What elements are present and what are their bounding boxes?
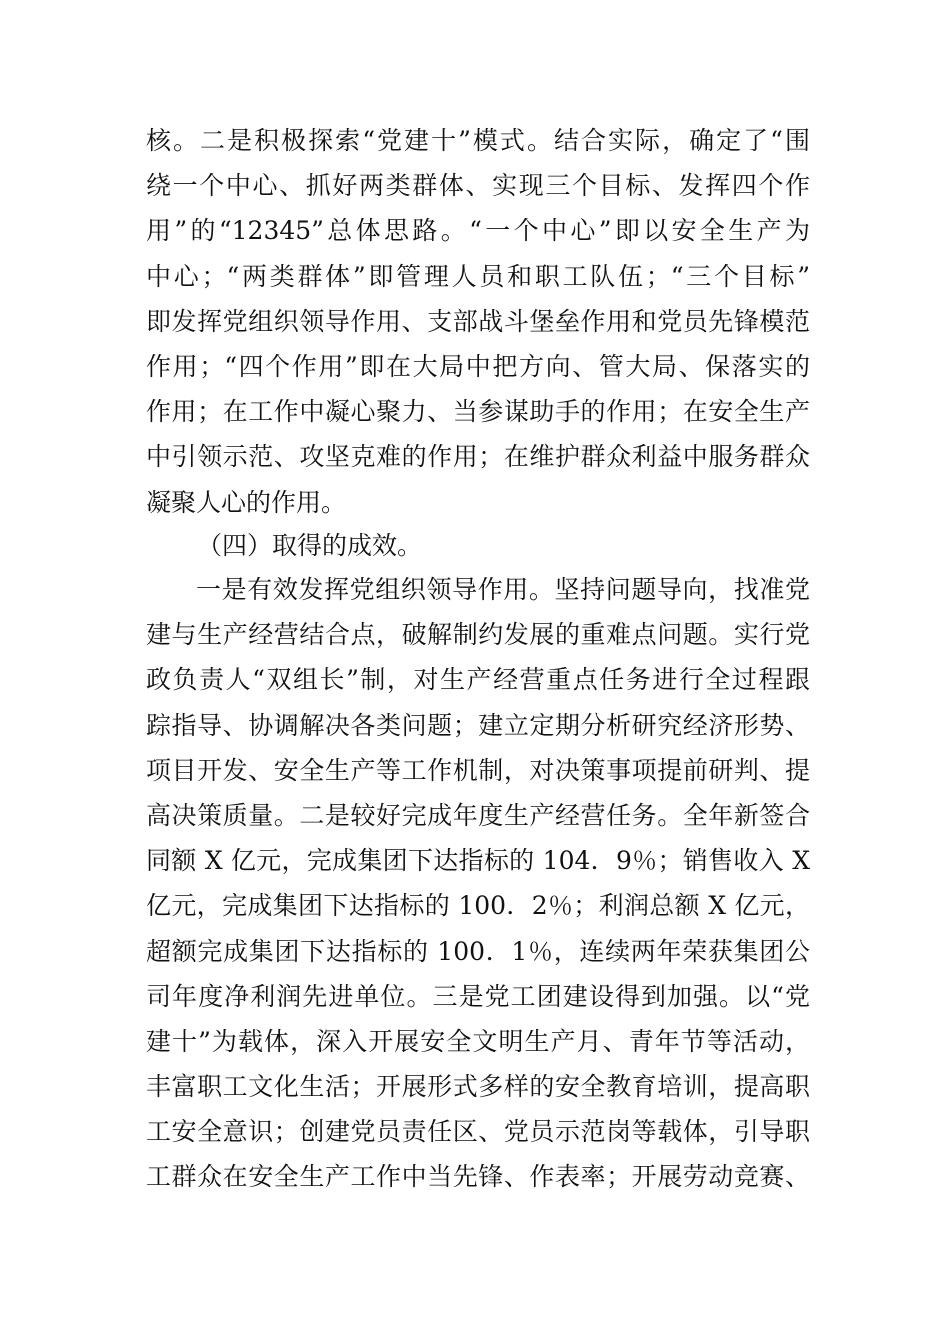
paragraph-2-line: 工安全意识；创建党员责任区、党员示范岗等载体，引导职 [146, 1117, 810, 1147]
paragraph-2-line: 建与生产经营结合点，破解制约发展的重难点问题。实行党 [146, 620, 810, 650]
paragraph-1-line: 中心；“两类群体”即管理人员和职工队伍；“三个目标” [146, 261, 810, 291]
paragraph-2-line: 工群众在安全生产工作中当先锋、作表率；开展劳动竞赛、 [146, 1162, 810, 1192]
paragraph-2-line: 亿元，完成集团下达指标的 100．2％；利润总额 X 亿元， [146, 891, 810, 921]
paragraph-2-line: 丰富职工文化生活；开展形式多样的安全教育培训，提高职 [146, 1072, 810, 1102]
paragraph-2-line: 司年度净利润先进单位。三是党工团建设得到加强。以“党 [146, 981, 810, 1011]
paragraph-1-line: 绕一个中心、抓好两类群体、实现三个目标、发挥四个作 [146, 171, 810, 201]
paragraph-1-line: 核。二是积极探索“党建十”模式。结合实际，确定了“围 [146, 126, 810, 155]
paragraph-1-line: 中引领示范、攻坚克难的作用；在维护群众利益中服务群众 [146, 442, 810, 472]
paragraph-1-line: 用”的“12345”总体思路。“一个中心”即以安全生产为 [146, 216, 810, 246]
paragraph-2 [146, 567, 810, 1200]
paragraph-1-line: 即发挥党组织领导作用、支部战斗堡垒作用和党员先锋模范 [146, 306, 810, 336]
paragraph-2-line: 一是有效发挥党组织领导作用。坚持问题导向，找准党 [196, 575, 810, 604]
paragraph-1-line: 凝聚人心的作用。 [146, 487, 347, 517]
paragraph-1-line: 作用；“四个作用”即在大局中把方向、管大局、保落实的 [146, 351, 810, 381]
section-heading: （四）取得的成效。 [197, 531, 423, 560]
paragraph-2-line: 建十”为载体，深入开展安全文明生产月、青年节等活动， [146, 1026, 810, 1056]
paragraph-2-line: 踪指导、协调解决各类问题；建立定期分析研究经济形势、 [146, 710, 810, 740]
paragraph-1 [146, 118, 810, 525]
paragraph-2-line: 项目开发、安全生产等工作机制，对决策事项提前研判、提 [146, 755, 810, 785]
paragraph-1-line: 作用；在工作中凝心聚力、当参谋助手的作用；在安全生产 [146, 397, 810, 427]
paragraph-2-line: 同额 X 亿元，完成集团下达指标的 104．9％；销售收入 X [146, 846, 810, 876]
paragraph-2-line: 高决策质量。二是较好完成年度生产经营任务。全年新签合 [146, 800, 810, 830]
paragraph-2-line: 超额完成集团下达指标的 100．1％，连续两年荣获集团公 [146, 936, 810, 966]
paragraph-2-line: 政负责人“双组长”制，对生产经营重点任务进行全过程跟 [146, 665, 810, 695]
